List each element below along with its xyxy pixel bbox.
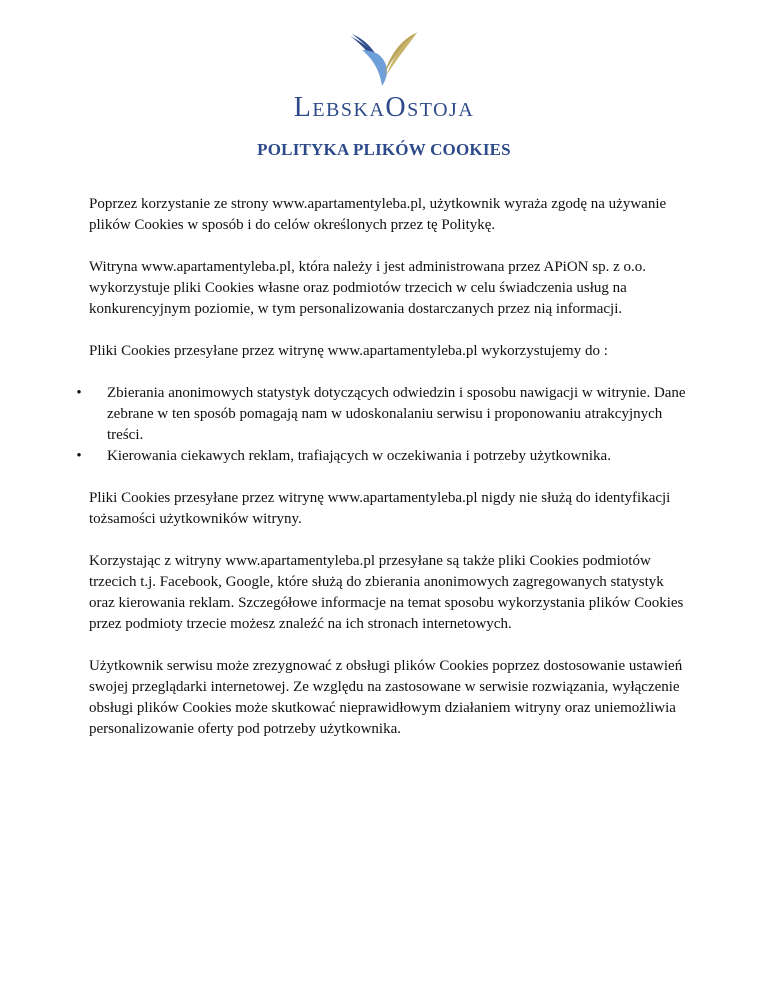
paragraph: Użytkownik serwisu może zrezygnować z obsługi plików Cookies poprzez dostosowanie ustawień swojej przeglądarki internetowej. Ze względu na zastosowane w serwisie rozwiązania, wyłączenie obsługi plików Cookies może skutkować nieprawidłowym działaniem witryny oraz uniemożliwia personalizowanie oferty pod potrzeby użytkownika. [89, 658, 683, 737]
brand-name: LebskaOstoja [293, 92, 475, 123]
paragraph: Witryna www.apartamentyleba.pl, która należy i jest administrowana przez APiON sp. z o.o. wykorzystuje pliki Cookies własne oraz podmiotów trzecich w celu świadczenia usług na konkurencyjnym poziomie, w tym personalizowania dostarczanych przez nią informacji. [89, 259, 647, 317]
list-item-text: Zbierania anonimowych statystyk dotyczących odwiedzin i sposobu nawigacji w witrynie. Dane zebrane w ten sposób pomagają nam w udoskonalaniu serwisu i proponowaniu atrakcyjnych treści. [107, 385, 686, 443]
bullet-icon: • [76, 448, 82, 464]
bullet-icon: • [76, 385, 82, 401]
usage-list [76, 383, 689, 467]
list-item [76, 446, 689, 467]
list-intro: Pliki Cookies przesyłane przez witrynę www.apartamentyleba.pl wykorzystujemy do : [89, 343, 608, 359]
paragraph: Poprzez korzystanie ze strony www.apartamentyleba.pl, użytkownik wyraża zgodę na używanie plików Cookies w sposób i do celów określonych przez tę Politykę. [89, 196, 667, 233]
list-item-text: Kierowania ciekawych reklam, trafiających w oczekiwania i potrzeby użytkownika. [107, 448, 611, 464]
paragraph: Korzystając z witryny www.apartamentyleba.pl przesyłane są także pliki Cookies podmiotów trzecich t.j. Facebook, Google, które służą do zbierania anonimowych zagregowanych statystyk oraz kierowania reklam. Szczegółowe informacje na temat sposobu wykorzystania plików Cookies przez podmioty trzecie możesz znaleźć na ich stronach internetowych. [89, 553, 684, 632]
bird-wing-logo-icon [344, 30, 424, 90]
paragraph: Pliki Cookies przesyłane przez witrynę www.apartamentyleba.pl nigdy nie służą do identyfikacji tożsamości użytkowników witryny. [89, 490, 671, 527]
policy-body [76, 194, 689, 761]
list-item [76, 383, 689, 446]
brand-logo [0, 30, 768, 124]
usage-list-section [76, 341, 689, 467]
page-title: POLITYKA PLIKÓW COOKIES [257, 140, 511, 159]
